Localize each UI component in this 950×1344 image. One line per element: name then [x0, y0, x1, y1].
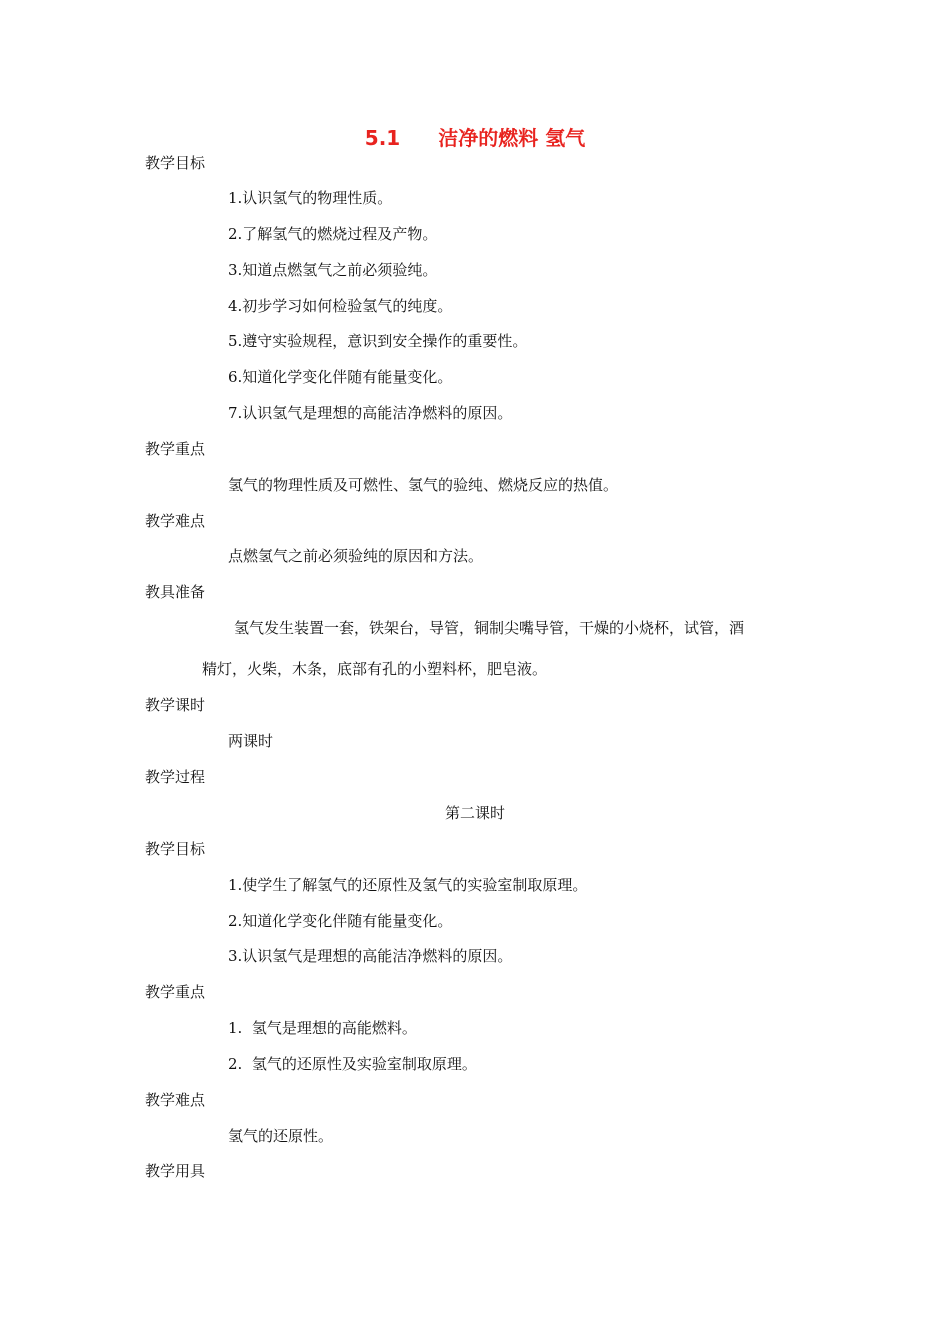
- key-points-heading: 教学重点: [145, 440, 206, 458]
- lesson2-tools-heading: 教学用具: [145, 1162, 206, 1180]
- difficulty-heading: 教学难点: [145, 512, 206, 530]
- goal-item: 5.遵守实验规程，意识到安全操作的重要性。: [228, 332, 528, 350]
- tools-text-line1: 氢气发生装置一套，铁架台，导管，铜制尖嘴导管，干燥的小烧杯，试管，酒: [234, 619, 745, 637]
- lesson2-heading: 第二课时: [444, 804, 505, 822]
- lesson2-goal-item: 1.使学生了解氢气的还原性及氢气的实验室制取原理。: [228, 876, 588, 894]
- tools-heading: 教具准备: [145, 583, 206, 601]
- lesson2-difficulty-heading: 教学难点: [145, 1091, 206, 1109]
- lesson2-difficulty-text: 氢气的还原性。: [228, 1127, 334, 1145]
- process-heading: 教学过程: [145, 768, 206, 786]
- hours-heading: 教学课时: [145, 696, 206, 714]
- goal-item: 3.知道点燃氢气之前必须验纯。: [228, 261, 438, 279]
- lesson2-key-item: 1. 氢气是理想的高能燃料。: [228, 1019, 417, 1037]
- goals-heading: 教学目标: [145, 154, 206, 172]
- difficulty-text: 点燃氢气之前必须验纯的原因和方法。: [228, 547, 484, 565]
- goal-item: 6.知道化学变化伴随有能量变化。: [228, 368, 453, 386]
- goal-item: 2.了解氢气的燃烧过程及产物。: [228, 225, 438, 243]
- goal-item: 1.认识氢气的物理性质。: [228, 189, 393, 207]
- lesson2-key-heading: 教学重点: [145, 983, 206, 1001]
- hours-text: 两课时: [228, 732, 274, 750]
- key-points-text: 氢气的物理性质及可燃性、氢气的验纯、燃烧反应的热值。: [228, 476, 619, 494]
- lesson2-goals-heading: 教学目标: [145, 840, 206, 858]
- lesson2-goal-item: 3.认识氢气是理想的高能洁净燃料的原因。: [228, 947, 513, 965]
- lesson2-goal-item: 2.知道化学变化伴随有能量变化。: [228, 912, 453, 930]
- goal-item: 7.认识氢气是理想的高能洁净燃料的原因。: [228, 404, 513, 422]
- goal-item: 4.初步学习如何检验氢气的纯度。: [228, 297, 453, 315]
- document-title: [0, 124, 950, 152]
- title-text: 洁净的燃料 氢气: [438, 126, 586, 150]
- tools-text-line2: 精灯，火柴，木条，底部有孔的小塑料杯，肥皂液。: [202, 660, 548, 678]
- lesson2-key-item: 2. 氢气的还原性及实验室制取原理。: [228, 1055, 477, 1073]
- title-number: 5.1: [364, 126, 401, 150]
